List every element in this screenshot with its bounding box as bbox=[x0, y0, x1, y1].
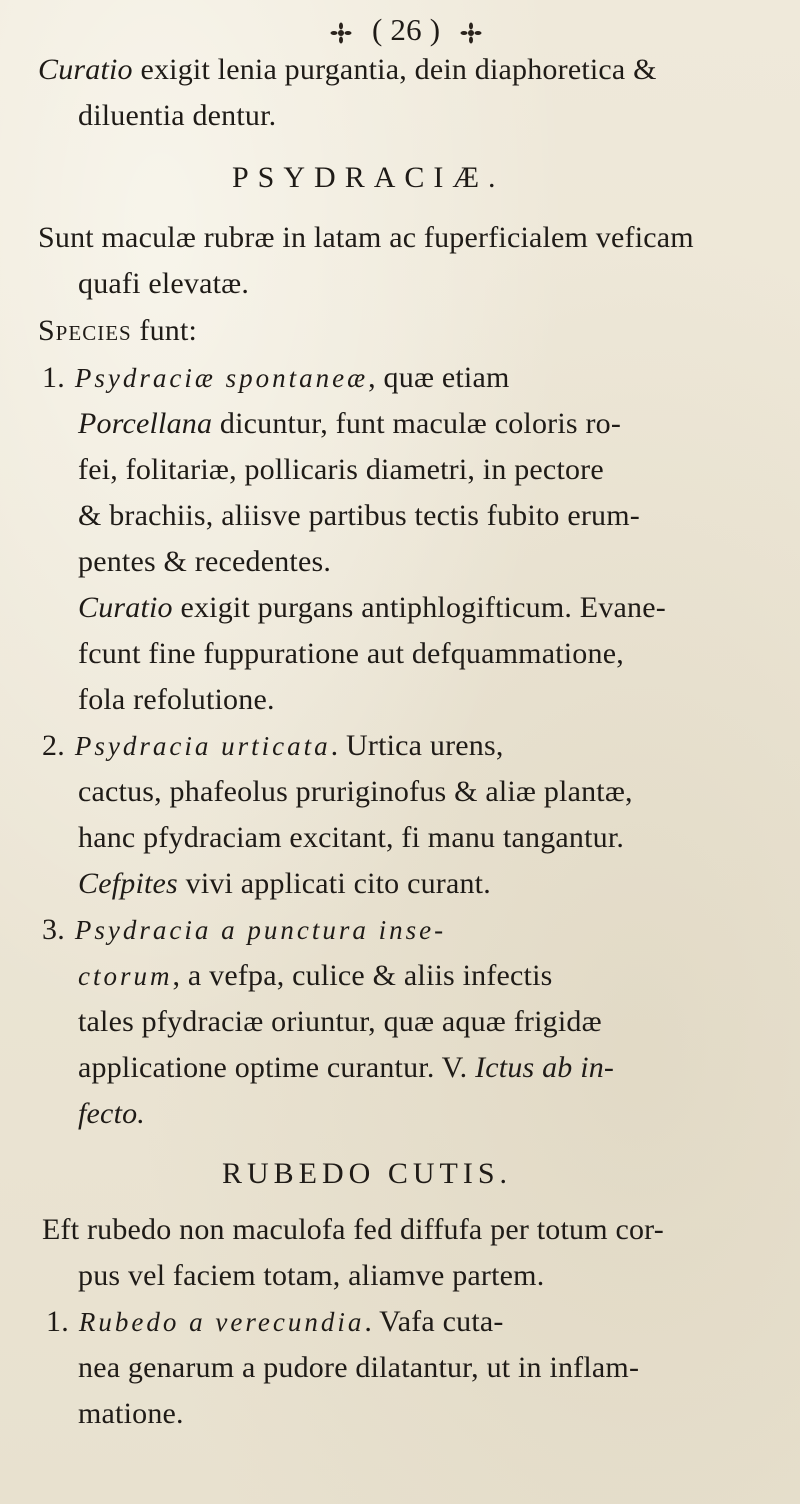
text-line: & brachiis, aliisve partibus tectis fubito erum- bbox=[78, 499, 640, 532]
text-line: diluentia dentur. bbox=[78, 99, 277, 132]
text-line: fcunt fine fuppuratione aut defquammatione, bbox=[78, 637, 624, 670]
text-line: fola refolutione. bbox=[78, 683, 275, 716]
text-line: fecto. bbox=[78, 1097, 146, 1130]
text-line: Curatio exigit purgans antiphlogifticum. Evane- bbox=[78, 591, 666, 624]
fleuron-left-icon bbox=[330, 22, 352, 44]
text-line: 3. Psydracia a punctura inse- bbox=[42, 913, 447, 946]
text-line: pus vel faciem totam, aliamve partem. bbox=[78, 1259, 545, 1292]
text-line: 1. Rubedo a verecundia. Vafa cuta- bbox=[46, 1305, 504, 1338]
text-line: Curatio exigit lenia purgantia, dein diaphoretica & bbox=[38, 53, 657, 86]
fleuron-right-icon bbox=[460, 22, 482, 44]
text-line: ctorum, a vefpa, culice & aliis infectis bbox=[78, 959, 553, 992]
text-line: 1. Psydraciæ spontaneæ, quæ etiam bbox=[42, 361, 510, 394]
text-line: matione. bbox=[78, 1397, 184, 1430]
text-line: tales pfydraciæ oriuntur, quæ aquæ frigidæ bbox=[78, 1005, 602, 1038]
text-line: hanc pfydraciam excitant, fi manu tangantur. bbox=[78, 821, 625, 854]
text-line: Eft rubedo non maculofa fed diffufa per totum cor- bbox=[42, 1213, 664, 1246]
page-number: ( 26 ) bbox=[371, 12, 441, 47]
text-line: 2. Psydracia urticata. Urtica urens, bbox=[42, 729, 504, 762]
text-line: Cefpites vivi applicati cito curant. bbox=[78, 867, 491, 900]
text-line: Porcellana dicuntur, funt maculæ coloris ro- bbox=[78, 407, 622, 440]
text-line: fei, folitariæ, pollicaris diametri, in pectore bbox=[78, 453, 604, 486]
text-line: quafi elevatæ. bbox=[78, 267, 250, 300]
page-header bbox=[330, 12, 482, 48]
text-line: Sunt maculæ rubræ in latam ac fuperficialem veficam bbox=[38, 221, 694, 254]
text-line: nea genarum a pudore dilatantur, ut in inflam- bbox=[78, 1351, 640, 1384]
text-line: cactus, phafeolus pruriginofus & aliæ plantæ, bbox=[78, 775, 633, 808]
section-heading: PSYDRACIÆ. bbox=[232, 161, 505, 194]
text-line: Species funt: bbox=[38, 314, 198, 347]
section-heading: RUBEDO CUTIS. bbox=[222, 1157, 513, 1190]
text-line: pentes & recedentes. bbox=[78, 545, 332, 578]
text-line: applicatione optime curantur. V. Ictus ab in- bbox=[78, 1051, 615, 1084]
